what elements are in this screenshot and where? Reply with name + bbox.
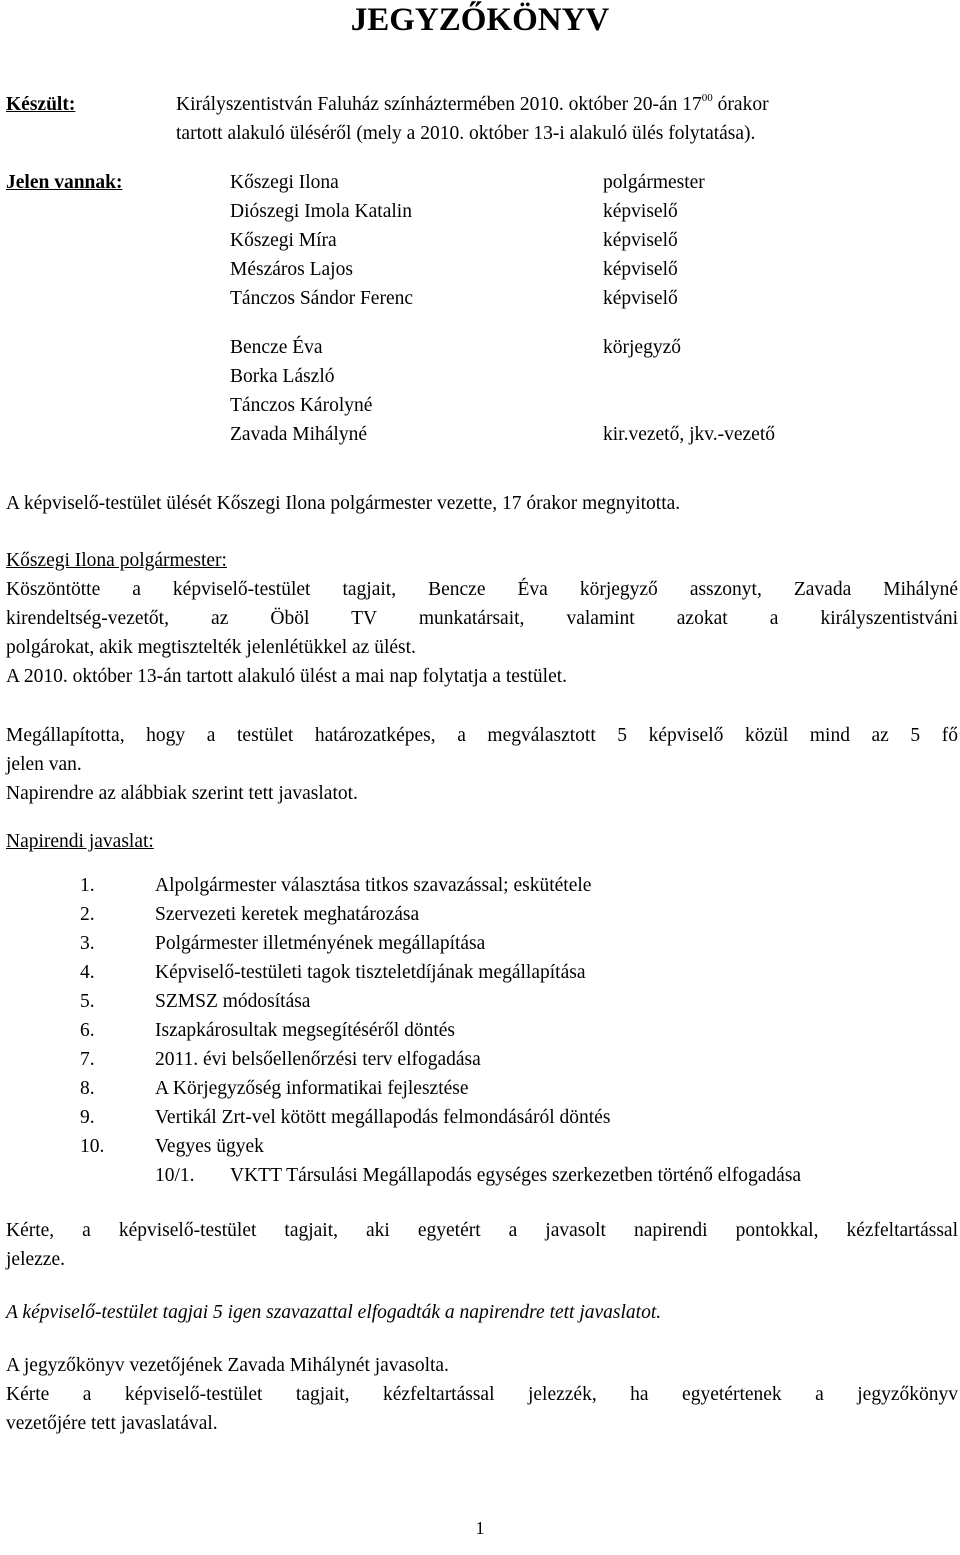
keszult-line-1 [176, 92, 769, 115]
member-role: képviselő [603, 259, 678, 280]
jelen-label: Jelen vannak: [6, 172, 123, 193]
other-name: Borka László [230, 366, 335, 387]
member-name: Kőszegi Ilona [230, 172, 339, 193]
other-name: Zavada Mihályné [230, 424, 367, 445]
agenda-number: 4. [80, 962, 95, 983]
paragraph-line: kirendeltség-vezetőt, az Öböl TV munkatársait, valamint azokat a királyszentistváni [6, 608, 958, 629]
agenda-sub-number: 10/1. [155, 1165, 195, 1186]
paragraph-line: Kérte a képviselő-testület tagjait, kézfeltartással jelezzék, ha egyetértenek a jegyzőkönyv [6, 1384, 958, 1405]
agenda-number: 6. [80, 1020, 95, 1041]
paragraph-line: jelen van. [6, 754, 82, 775]
opening-sentence: A képviselő-testület ülését Kőszegi Ilona polgármester vezette, 17 órakor megnyitotta. [6, 493, 681, 514]
resolution-text: A képviselő-testület tagjai 5 igen szavazattal elfogadták a napirendre tett javaslatot. [6, 1302, 662, 1323]
agenda-item: 2011. évi belsőellenőrzési terv elfogadása [155, 1049, 481, 1070]
member-name: Tánczos Sándor Ferenc [230, 288, 414, 309]
paragraph-line: A 2010. október 13-án tartott alakuló ülést a mai nap folytatja a testület. [6, 666, 568, 687]
paragraph-line: Kérte, a képviselő-testület tagjait, aki egyetért a javasolt napirendi pontokkal, kézfeltartással [6, 1220, 958, 1241]
keszult-text-end: órakor [712, 94, 769, 115]
agenda-number: 7. [80, 1049, 95, 1070]
keszult-line-2: tartott alakuló üléséről (mely a 2010. október 13-i alakuló ülés folytatása). [176, 123, 756, 144]
agenda-item: Vegyes ügyek [155, 1136, 264, 1157]
agenda-number: 9. [80, 1107, 95, 1128]
page-number: 1 [475, 1518, 485, 1538]
paragraph-line: Megállapította, hogy a testület határozatképes, a megválasztott 5 képviselő közül mind az 5 fő [6, 725, 958, 746]
member-role: képviselő [603, 288, 678, 309]
other-name: Tánczos Károlyné [230, 395, 373, 416]
agenda-item: Képviselő-testületi tagok tiszteletdíjának megállapítása [155, 962, 586, 983]
keszult-label: Készült: [6, 94, 76, 115]
paragraph-line: polgárokat, akik megtisztelték jelenlétükkel az ülést. [6, 637, 416, 658]
agenda-sub-item: VKTT Társulási Megállapodás egységes szerkezetben történő elfogadása [230, 1165, 802, 1186]
other-role: kir.vezető, jkv.-vezető [603, 424, 775, 445]
agenda-number: 3. [80, 933, 95, 954]
agenda-item: Iszapkárosultak megsegítéséről döntés [155, 1020, 455, 1041]
document-title: JEGYZŐKÖNYV [350, 2, 610, 38]
agenda-number: 2. [80, 904, 95, 925]
agenda-number: 8. [80, 1078, 95, 1099]
agenda-item: Vertikál Zrt-vel kötött megállapodás felmondásáról döntés [155, 1107, 611, 1128]
member-role: képviselő [603, 201, 678, 222]
agenda-number: 1. [80, 875, 95, 896]
paragraph-line: vezetőjére tett javaslatával. [6, 1413, 218, 1434]
agenda-heading: Napirendi javaslat: [6, 831, 154, 852]
agenda-item: SZMSZ módosítása [155, 991, 311, 1012]
agenda-number: 10. [80, 1136, 105, 1157]
other-name: Bencze Éva [230, 337, 323, 358]
member-name: Mészáros Lajos [230, 259, 353, 280]
speaker-label: Kőszegi Ilona polgármester: [6, 550, 227, 571]
paragraph-line: jelezze. [6, 1249, 65, 1270]
paragraph-line: Köszöntötte a képviselő-testület tagjait, Bencze Éva körjegyző asszonyt, Zavada Mihályné [6, 579, 958, 600]
other-role: körjegyző [603, 337, 681, 358]
member-role: képviselő [603, 230, 678, 251]
paragraph-line: A jegyzőkönyv vezetőjének Zavada Mihálynét javasolta. [6, 1355, 449, 1376]
time-superscript: 00 [701, 92, 713, 104]
agenda-item: Alpolgármester választása titkos szavazással; eskütétele [155, 875, 592, 896]
paragraph-line: Napirendre az alábbiak szerint tett javaslatot. [6, 783, 358, 804]
agenda-item: A Körjegyzőség informatikai fejlesztése [155, 1078, 469, 1099]
agenda-item: Polgármester illetményének megállapítása [155, 933, 486, 954]
keszult-text: Királyszentistván Faluház színháztermében 2010. október 20-án 17 [176, 94, 702, 115]
agenda-number: 5. [80, 991, 95, 1012]
member-name: Kőszegi Míra [230, 230, 337, 251]
member-role: polgármester [603, 172, 705, 193]
member-name: Diószegi Imola Katalin [230, 201, 412, 222]
agenda-item: Szervezeti keretek meghatározása [155, 904, 420, 925]
